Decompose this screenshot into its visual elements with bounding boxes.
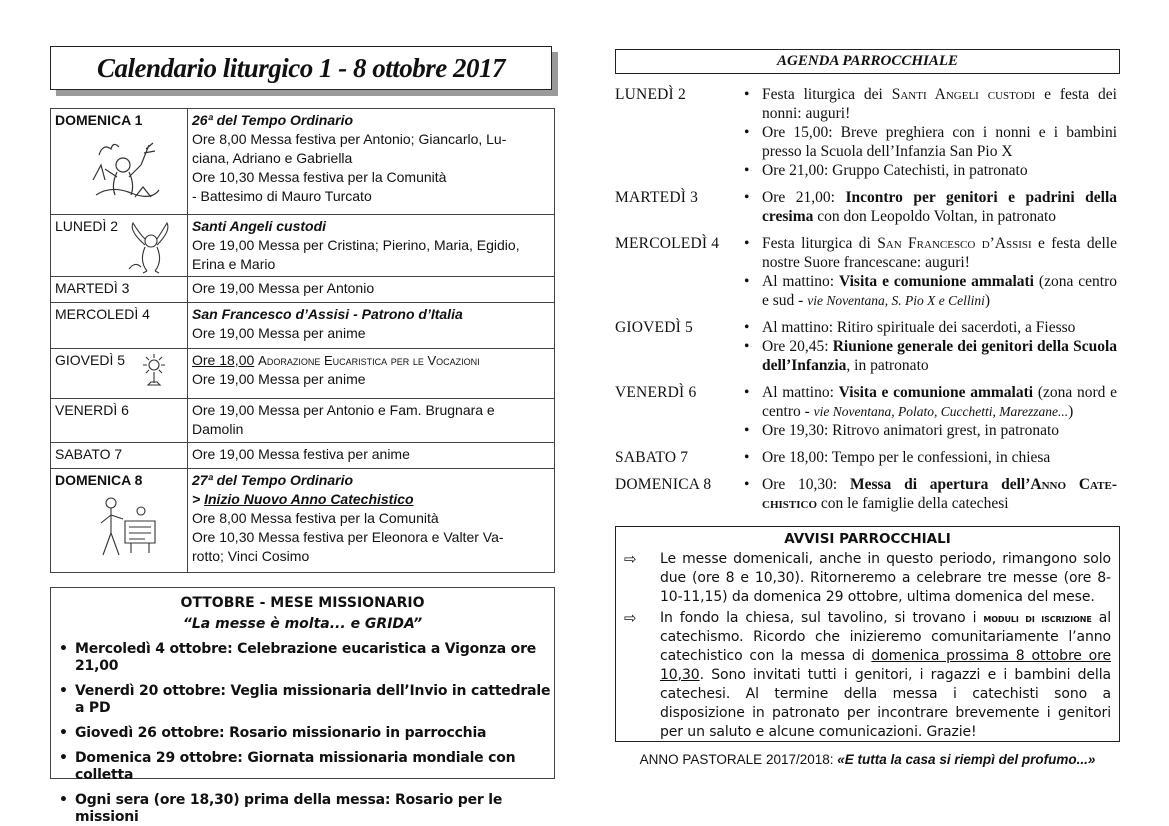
notice-text: Le messe domenicali, anche in questo periodo, rimangono solo due (ore 8 e 10,30). Ritorneremo a celebrare tre messe (ore 8-10-11,15) da domenica 29 ottobre, ultima domenica del mese. [660, 551, 1111, 605]
catechism-start [192, 490, 550, 509]
item-text: Al mattino: [762, 273, 839, 290]
list-item [740, 161, 1117, 180]
list-item: • Venerdì 20 ottobre: Veglia missionaria dell’Invio in cattedrale a PD [59, 683, 554, 717]
subtitle-prefix: > [192, 491, 205, 507]
item-italic: vie Noventana, S. Pio X e Cellini [807, 293, 985, 308]
liturgy-title: 26ª del Tempo Ordinario [192, 112, 354, 128]
mass-line: ciana, Adriano e Gabriella [192, 150, 353, 166]
item-italic: vie Noventana, Polato, Cucchetti, Marezzane... [813, 404, 1069, 419]
notice-smallcaps: moduli di iscrizione [983, 611, 1092, 625]
item-text: ) [984, 292, 991, 309]
list-item [740, 188, 1117, 226]
list-item [740, 272, 1117, 310]
item-text: con don Leopoldo Voltan, in patronato [813, 208, 1057, 225]
day-label: DOMENICA 8 [55, 472, 143, 488]
day-label: SABATO 7 [55, 446, 123, 462]
agenda-list [615, 85, 1120, 521]
day-label: GIOVEDÌ 5 [55, 352, 126, 368]
adoration-event: Adorazione Eucaristica per le Vocazioni [258, 353, 480, 368]
agenda-day [615, 448, 1120, 467]
list-item: • Ogni sera (ore 18,30) prima della messa: Rosario per le missioni [59, 792, 554, 826]
list-item [740, 383, 1117, 421]
footer-motto: «E tutta la casa si riempì del profumo...» [837, 752, 1096, 767]
item-text: Ore 19,30: Ritrovo animatori grest, in patronato [762, 422, 1060, 439]
monstrance-icon [141, 353, 167, 387]
missionary-title: OTTOBRE - MESE MISSIONARIO [180, 595, 425, 611]
arrow-right-icon: ⇨ [624, 609, 637, 627]
table-row [51, 349, 555, 399]
list-item [740, 448, 1117, 467]
list-item: • Mercoledì 4 ottobre: Celebrazione eucaristica a Vigonza ore 21,00 [59, 641, 554, 675]
item-text: Ore 21,00: [762, 189, 846, 206]
adoration-line [192, 351, 550, 370]
mass-line: Ore 19,00 Messa per Antonio [192, 280, 375, 296]
agenda-day [615, 85, 1120, 180]
agenda-day-label: LUNEDÌ 2 [615, 86, 686, 103]
agenda-day-label: MERCOLEDÌ 4 [615, 235, 720, 252]
item-bold: Riunione generale dei genitori della Scuola dell’Infanzia [762, 338, 1117, 374]
calendar-title: Calendario liturgico 1 - 8 ottobre 2017 [50, 46, 552, 90]
liturgy-title: 27ª del Tempo Ordinario [192, 472, 354, 488]
liturgy-title: Santi Angeli custodi [192, 218, 327, 234]
item-text: Ore 10,30: [762, 476, 850, 493]
mass-line: Erina e Mario [192, 256, 276, 272]
item-bold: Incontro per genitori e padrini della cresima [762, 189, 1117, 225]
day-label: DOMENICA 1 [55, 112, 143, 128]
list-item [740, 318, 1117, 337]
item-text: (zona centro e sud - [762, 273, 1117, 309]
subtitle-text: Inizio Nuovo Anno Catechistico [204, 491, 414, 507]
missionary-subtitle: “La messe è molta... e GRIDA” [182, 616, 423, 632]
item-bold: Visita e comunione ammalati [839, 273, 1034, 290]
item-text: Al mattino: [762, 384, 839, 401]
table-row [51, 443, 555, 469]
mass-line: Ore 19,00 Messa festiva per anime [192, 446, 410, 462]
agenda-day [615, 475, 1120, 513]
day-label: MERCOLEDÌ 4 [55, 306, 150, 322]
list-item [740, 475, 1117, 513]
table-row [51, 303, 555, 349]
agenda-day-label: DOMENICA 8 [615, 476, 712, 493]
mass-line: Ore 8,00 Messa festiva per Antonio; Giancarlo, Lu- [192, 131, 507, 147]
agenda-title: AGENDA PARROCCHIALE [615, 49, 1120, 74]
table-row [51, 215, 555, 277]
agenda-day-label: SABATO 7 [615, 449, 689, 466]
notice-item [624, 550, 1111, 607]
notice-underlined: domenica prossima 8 ottobre ore 10,30 [660, 648, 1111, 683]
item-text: (zona nord e centro - [762, 384, 1118, 420]
item-text: e festa delle nostre Suore francescane: auguri! [762, 235, 1117, 271]
notice-text-part: . Sono invitati tutti i genitori, i ragazzi e i bambini della catechesi. Al termine della messa i catechisti sono a disposizione in patronato per incontrare brevemente i genitori per un saluto e alcune comunicazioni. Grazie! [660, 667, 1111, 740]
sunday-illustration [91, 135, 161, 205]
day-label: LUNEDÌ 2 [55, 218, 119, 234]
mass-line: rotto; Vinci Cosimo [192, 548, 310, 564]
mass-line: Ore 10,30 Messa festiva per Eleonora e Valter Va- [192, 529, 504, 545]
mass-line: - Battesimo di Mauro Turcato [192, 188, 372, 204]
mass-line: Ore 19,00 Messa per anime [192, 371, 366, 387]
adoration-time: Ore 18,00 [192, 352, 255, 368]
mass-line: Damolin [192, 421, 244, 437]
item-text: con le famiglie della catechesi [817, 495, 1009, 512]
mass-line: Ore 19,00 Messa per Cristina; Pierino, Maria, Egidio, [192, 237, 520, 253]
mass-line: Ore 8,00 Messa festiva per la Comunità [192, 510, 439, 526]
table-row [51, 277, 555, 303]
missionary-box [50, 587, 555, 825]
list-item [740, 421, 1117, 440]
calendar-table [50, 108, 555, 573]
footer-label: ANNO PASTORALE 2017/2018: [639, 752, 838, 767]
agenda-day [615, 188, 1120, 226]
item-bold: Visita e comunione ammalati [838, 384, 1034, 401]
agenda-day-label: GIOVEDÌ 5 [615, 319, 693, 336]
agenda-day [615, 383, 1120, 440]
agenda-day-label: MARTEDÌ 3 [615, 189, 699, 206]
item-text: e festa dei nonni: auguri! [762, 86, 1117, 122]
mass-line: Ore 19,00 Messa per Antonio e Fam. Brugnara e [192, 402, 495, 418]
item-text: Ore 18,00: Tempo per le confessioni, in chiesa [762, 449, 1051, 466]
arrow-right-icon: ⇨ [624, 550, 637, 568]
list-item: • Giovedì 26 ottobre: Rosario missionario in parrocchia [59, 725, 554, 742]
list-item [740, 234, 1117, 272]
day-label: VENERDÌ 6 [55, 402, 129, 418]
item-text: Al mattino: Ritiro spirituale dei sacerdoti, a Fiesso [762, 319, 1076, 336]
table-row [51, 469, 555, 573]
item-bold: Messa di apertura dell’ [849, 476, 1031, 493]
item-text: Ore 20,45: [762, 338, 833, 355]
mass-line: Ore 10,30 Messa festiva per la Comunità [192, 169, 447, 185]
notices-title: AVVISI PARROCCHIALI [784, 531, 951, 547]
agenda-day-label: VENERDÌ 6 [615, 384, 697, 401]
item-text: , in patronato [846, 357, 929, 374]
list-item [740, 337, 1117, 375]
item-text: Festa liturgica dei [762, 86, 892, 103]
list-item: • Domenica 29 ottobre: Giornata missionaria mondiale con colletta [59, 750, 554, 784]
notice-text [660, 609, 1111, 742]
missionary-list [51, 641, 554, 826]
table-row [51, 109, 555, 215]
item-bold-smallcaps: Anno Cate-chistico [762, 476, 1117, 512]
sunday-illustration [95, 493, 163, 563]
notice-text-part: In fondo la chiesa, sul tavolino, si trovano i [660, 610, 984, 626]
item-text: Ore 21,00: Gruppo Catechisti, in patronato [762, 162, 1028, 179]
notice-item [624, 609, 1111, 742]
item-smallcaps: San Francesco d’Assisi [877, 235, 1032, 252]
item-text: Ore 15,00: Breve preghiera con i nonni e i bambini presso la Scuola dell’Infanzia San Pio X [762, 124, 1117, 160]
list-item [740, 123, 1117, 161]
item-text: Festa liturgica di [762, 235, 878, 252]
angel-illustration [125, 221, 175, 275]
item-text: ) [1068, 403, 1074, 420]
mass-line: Ore 19,00 Messa per anime [192, 325, 366, 341]
notices-box [615, 526, 1120, 742]
agenda-day [615, 318, 1120, 375]
item-smallcaps: Santi Angeli custodi [891, 86, 1036, 103]
table-row [51, 399, 555, 443]
list-item [740, 85, 1117, 123]
notice-text-part: al catechismo. Ricordo che inizieremo comunitariamente l’anno catechistico con la messa di [660, 610, 1111, 664]
pastoral-year-footer [615, 752, 1120, 767]
liturgy-title: San Francesco d’Assisi - Patrono d’Italia [192, 306, 463, 322]
day-label: MARTEDÌ 3 [55, 280, 130, 296]
agenda-day [615, 234, 1120, 310]
